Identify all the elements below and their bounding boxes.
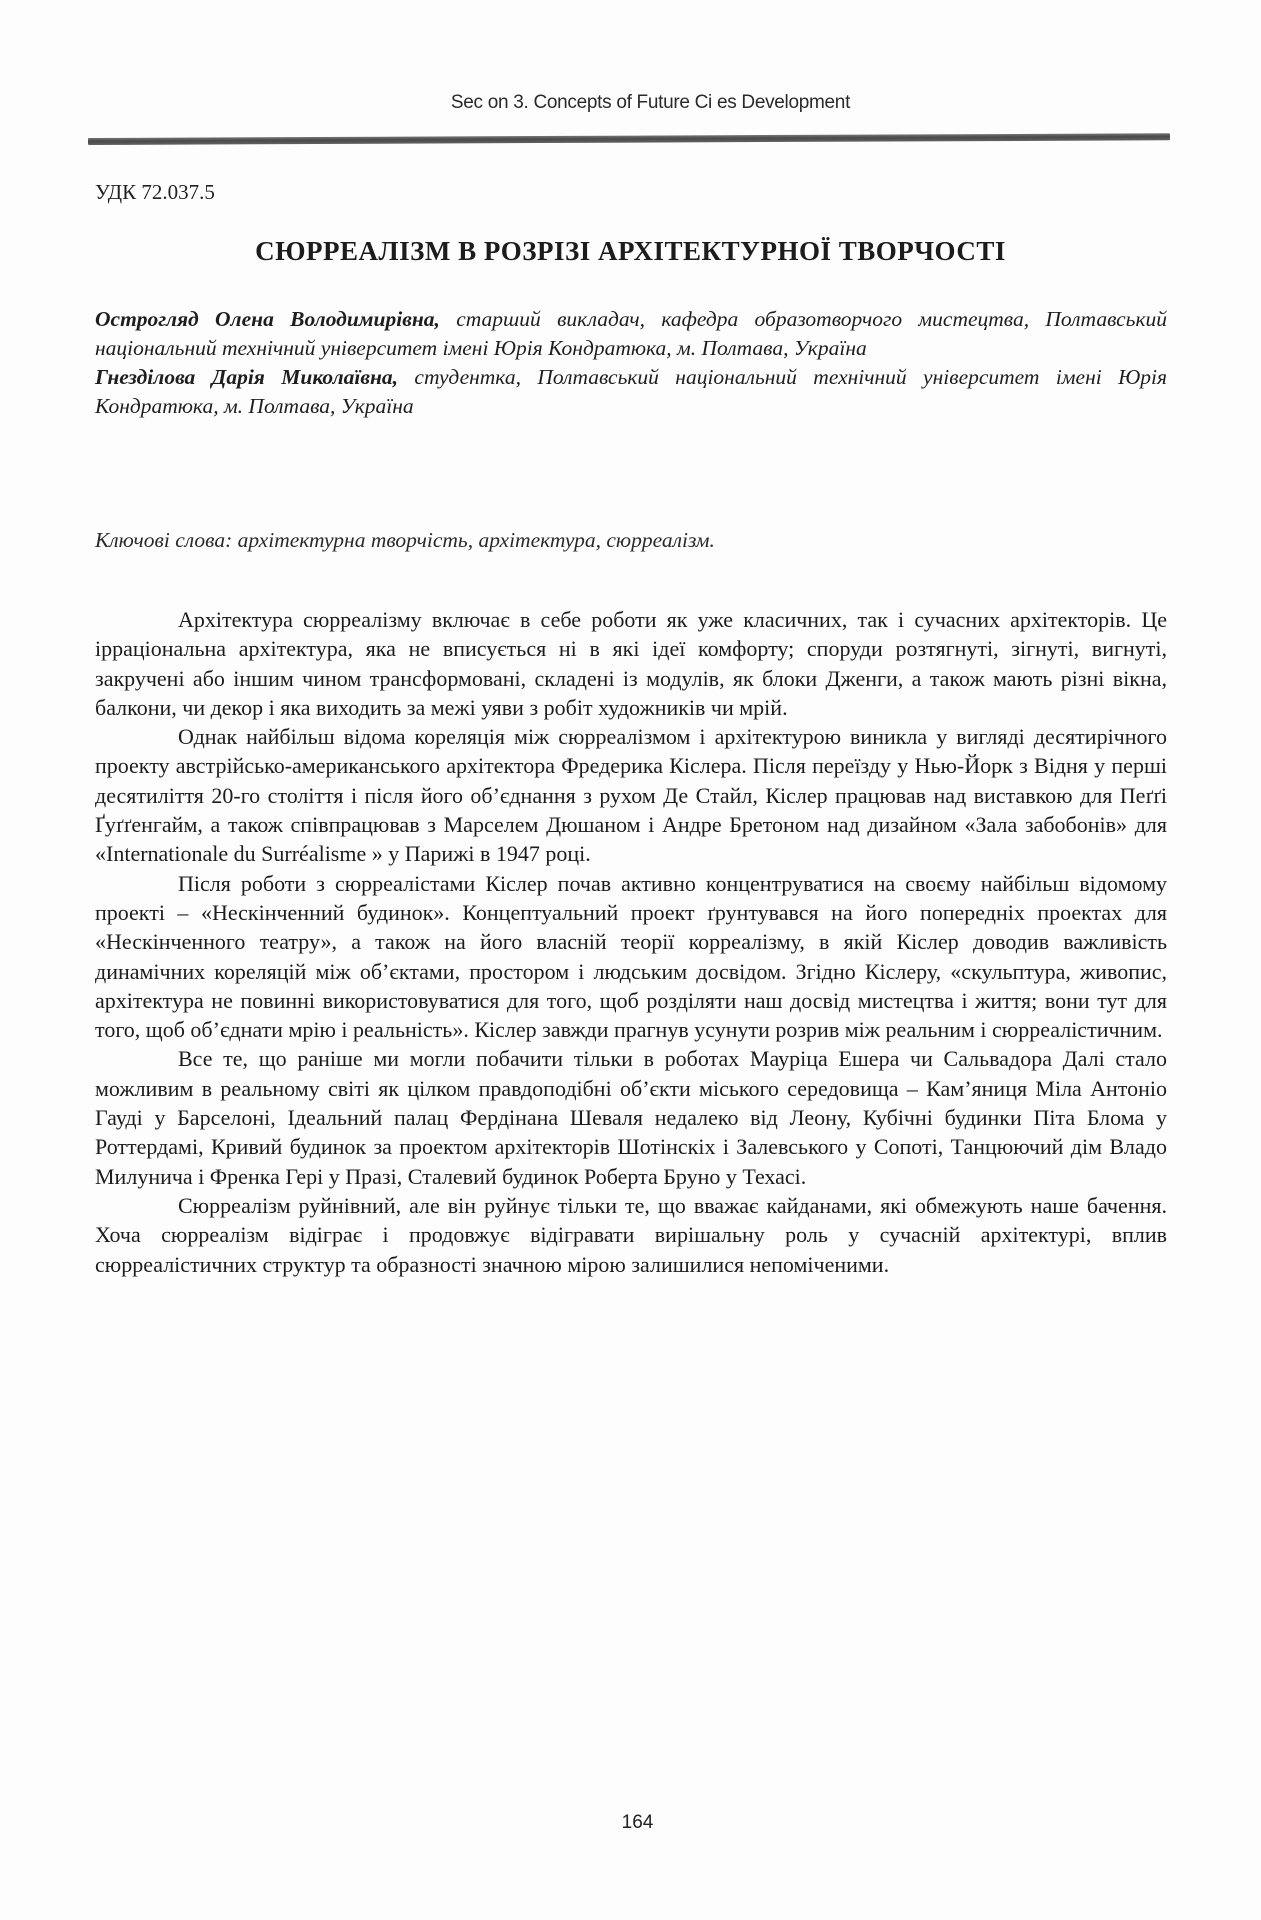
body-paragraph: Після роботи з сюрреалістами Кіслер почав активно концентруватися на своєму найбільш відомому проекті – «Нескінченний будинок». Концептуальний проект ґрунтувався на його попередніх проектах для «Нескінченного театру», а також на його власній теорії корреалізму, в якій Кіслер доводив важливість динамічних кореляцій між об’єктами, простором і людським досвідом. Згідно Кіслеру, «скульптура, живопис, архітектура не повинні використовуватися для того, щоб розділяти наш досвід мистецтва і життя; вони тут для того, щоб об’єднати мрію і реальність». Кіслер завжди прагнув усунути розрив між реальним і сюрреалістичним. <box>95 870 1167 1043</box>
article-title: СЮРРЕАЛІЗМ В РОЗРІЗІ АРХІТЕКТУРНОЇ ТВОРЧОСТІ <box>255 236 1006 266</box>
body-paragraph: Однак найбільш відома кореляція між сюрреалізмом і архітектурою виникла у вигляді десятирічного проекту австрійсько-американського архітектора Фредерика Кіслера. Після переїзду у Нью-Йорк з Відня у перші десятиліття 20-го століття і після його об’єднання з рухом Де Стайл, Кіслер працював над виставкою для Пеґґі Ґуґґенгайм, а також співпрацював з Марселем Дюшаном і Андре Бретоном над дизайном «Зала забобонів» для «Internationale du Surréalisme » у Парижі в 1947 році. <box>95 724 1167 867</box>
page-number: 164 <box>621 1812 654 1833</box>
article-body <box>95 605 1167 1279</box>
body-paragraph: Сюрреалізм руйнівний, але він руйнує тільки те, що вважає кайданами, які обмежують наше бачення. Хоча сюрреалізм відіграє і продовжує відігравати вирішальну роль у сучасній архітектурі, вплив сюрреалістичних структур та образності значною мірою залишилися непоміченими. <box>95 1192 1167 1277</box>
body-paragraph: Все те, що раніше ми могли побачити тільки в роботах Мауріца Ешера чи Сальвадора Далі стало можливим в реальному світі як цілком правдоподібні об’єкти міського середовища – Кам’яниця Міла Антоніо Гауді у Барселоні, Ідеальний палац Фердінана Шеваля недалеко від Леону, Кубічні будинки Піта Блома у Роттердамі, Кривий будинок за проектом архітекторів Шотінскіх і Залевського у Сопоті, Танцюючий дім Владо Милунича і Френка Гері у Празі, Сталевий будинок Роберта Бруно у Техасі. <box>95 1046 1167 1189</box>
author-entry <box>95 363 1167 421</box>
author-block <box>95 305 1167 421</box>
author-affiliation: старший викладач, кафедра образотворчого мистецтва, Полтавський національний технічний університет імені Юрія Кондратюка, м. Полтава, Україна <box>95 307 1167 360</box>
udk-code: УДК 72.037.5 <box>95 180 215 204</box>
header-rule-divider <box>88 133 1170 145</box>
author-name: Острогляд Олена Володимирівна, <box>95 307 440 331</box>
running-head: Sec on 3. Concepts of Future Ci es Development <box>450 92 851 113</box>
author-entry <box>95 305 1167 363</box>
body-paragraph: Архітектура сюрреалізму включає в себе роботи як уже класичних, так і сучасних архітекторів. Це ірраціональна архітектура, яка не вписується ні в які ідеї комфорту; споруди розтягнуті, зігнуті, вигнуті, закручені або іншим чином трансформовані, складені із модулів, як блоки Дженги, а також мають різні вікна, балкони, чи декор і яка виходить за межі уяви з робіт художників чи мрій. <box>95 607 1167 720</box>
author-name: Гнезділова Дарія Миколаївна, <box>95 365 399 389</box>
author-affiliation: студентка, Полтавський національний технічний університет імені Юрія Кондратюка, м. Полтава, Україна <box>95 365 1167 418</box>
keywords: Ключові слова: архітектурна творчість, архітектура, сюрреалізм. <box>95 528 715 552</box>
